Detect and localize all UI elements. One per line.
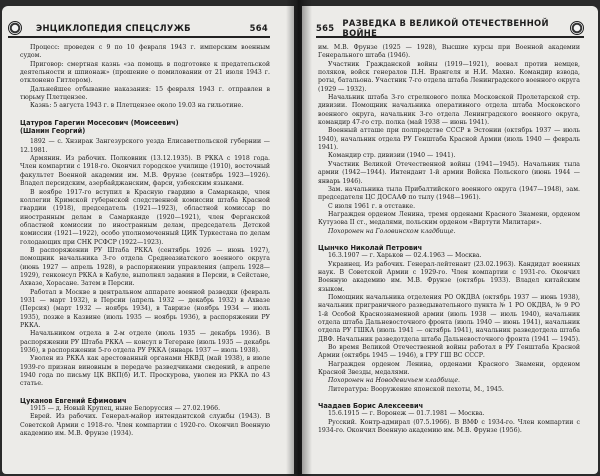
burial-note: Похоронен на Головинском кладбище. xyxy=(328,227,456,235)
paragraph: Уволен из РККА как арестованный органами НКВД (май 1938), в июле 1939-го признан виновным в передаче разведчиками сведений, в апреле 1940 года по письму ЦК ВКП(б) И.Т. Проскурова, уволен из РККА по 43 статье. xyxy=(20,355,270,388)
entry-subheading: (Шанин Георгий) xyxy=(20,127,86,136)
paragraph: В распоряжении РУ Штаба РККА (сентябрь 1926 — июнь 1927), помощник начальника 3-го отдела Среднеазиатского военного округа (июнь 1927 — апрель 1928), в распоряжении управления (апрель 1928—1929), генконсул РККА в Кабуле, выполнял задания в Персии, в Сейстане, Ахвазе, Хорасане. Затем в Персии. xyxy=(20,246,270,288)
entry-heading: Цуканов Евгений Ефимович xyxy=(20,396,127,405)
right-page xyxy=(302,6,598,474)
book-gutter-shadow xyxy=(286,0,312,476)
paragraph: Русский. Контр-адмирал (07.5.1966). В ВМФ с 1934-го. Член компартии с 1934-го. Окончил Военную академию им. М.В. Фрунзе (1956). xyxy=(318,418,580,435)
paragraph: Начальник штаба 3-го стрелкового полка Московской Пролетарской стр. дивизии. Помощник начальника оперативного отдела штаба Московского военного округа, начальник 3-го отдела Ленинградского военного округа, командир 47-го стр. полка (май 1938 — июнь 1941). xyxy=(318,94,580,127)
paragraph: Литература: Вооружение японской пехоты, М., 1945. xyxy=(328,385,504,393)
paragraph: Казнь: 5 августа 1943 г. в Плетцензее около 19.03 на гильотине. xyxy=(30,102,244,110)
right-page-body xyxy=(318,44,580,472)
paragraph: Еврей. Из рабочих. Генерал-майор интендантской службы (1943). В Советской Армии с 1918-го. Член компартии с 1920-го. Окончил Военную академию им. М.В. Фрунзе (1934). xyxy=(20,413,270,438)
paragraph: Зам. начальника тыла Прибалтийского военного округа (1947—1948), зам. председателя ЦС ДОСААФ по тылу (1948—1961). xyxy=(318,185,580,202)
entry-heading: Цатуров Гарегин Мосесович (Моисеевич) xyxy=(20,118,179,127)
paragraph: Помощник начальника отделения РО ОКДВА (октябрь 1937 — июнь 1938), начальник приграничного разведывательного пункта № 1 РО ОКДВА, № 9 РО 1-й Особой Краснознаменной армии (июль 1938 — июль 1940), начальник отдела штаба Дальневосточного фронта (июль 1940 — июнь 1941), начальник отдела РУ ГШКА (июль 1941 — октябрь 1941), начальник разведотдела штаба ДВФ. Начальник разведотдела штаба Дальневосточного фронта (1941 — 1945). xyxy=(318,293,580,343)
entry-heading: Цынчко Николай Петрович xyxy=(318,243,423,252)
paragraph: С июля 1961 г. в отставке. xyxy=(328,202,416,210)
entry-heading: Чаадаев Борис Алексеевич xyxy=(318,402,424,411)
paragraph: 1892 — с. Хнзирак Зангезурского уезда Елисаветпольской губернии — 12.1981. xyxy=(20,138,270,154)
paragraph: Начальником отдела в 2-м отделе (июль 1935 — декабрь 1936). В распоряжении РУ Штаба РККА — консул в Тегеране (июль 1935 — декабрь 1936), в распоряжении 5-го отдела РУ РККА (январь 1937 — июль 1938). xyxy=(20,330,270,355)
burial-note: Похоронен на Новодевичьем кладбище. xyxy=(328,377,460,385)
paragraph: 16.3.1907 — г. Харьков — 02.4.1963 — Москва. xyxy=(328,252,482,260)
page-number: 564 xyxy=(249,23,268,33)
paragraph: Участник Великой Отечественной войны (1941—1945). Начальник тыла армии (1942—1944). Интендант 1-й армии Войска Польского (июнь 1944 — январь 1946). xyxy=(318,160,580,185)
paragraph: Награжден орденом Ленина, тремя орденами Красного Знамени, орденом Кутузова II ст., медалями, польским орденом «Виртути Милитари». xyxy=(318,210,580,227)
left-page xyxy=(2,6,294,474)
right-page-header xyxy=(316,20,584,38)
paragraph: В ноябре 1917-го вступил в Красную гвардию в Самарканде, член коллегии Кримской губернской следственной комиссии штаба Красной гвардии (1918), председатель (1921—1923), областной комиссар по иностранным делам в Самарканде (1920—1921), член Ферганской областной комиссии по иностранным делам, председатель Детской комиссии (1921—1922), особо уполномоченный ЦИК Туркестана по делам голодающих при СНК РСФСР (1922—1923). xyxy=(20,188,270,246)
paragraph: Командир стр. дивизии (1940 — 1941). xyxy=(328,152,456,160)
emblem-icon xyxy=(8,21,22,35)
paragraph: Украинец. Из рабочих. Генерал-лейтенант (23.02.1963). Кандидат военных наук. В Советской Армии с 1929-го. Член компартии с 1931-го. Окончил Военную академию им. М.В. Фрунзе (октябрь 1933). Владел китайским языком. xyxy=(318,260,580,293)
page-number: 565 xyxy=(316,23,335,33)
paragraph: 1915 — д. Новый Крупец, ныне Белоруссия — 27.02.1966. xyxy=(30,405,221,413)
emblem-icon xyxy=(570,21,584,35)
left-page-body xyxy=(20,44,270,472)
paragraph: Работал в Москве в центральном аппарате военной разведки (февраль 1931 — март 1932), в Персии (апрель 1932 — декабрь 1932) в Ахвазе (Персия) (март 1932 — ноябрь 1934), в Тавризе (ноябрь 1934 — июль 1935), позже в Казвине (июль 1935 — ноябрь 1936), в распоряжении РУ РККА. xyxy=(20,288,270,329)
paragraph: Приговор: смертная казнь «за помощь в подготовке к предательской деятельности и шпионаж» (прошение о помиловании от 21 июля 1943 г. отклонено Гитлером). xyxy=(20,60,270,85)
paragraph: 15.6.1915 — г. Воронеж — 01.7.1981 — Москва. xyxy=(328,410,485,418)
paragraph: Во время Великой Отечественной войны работал в РУ Генштаба Красной Армии (октябрь 1945 — 1946), в ГРУ ГШ ВС СССР. xyxy=(318,344,580,360)
paragraph: Военный атташе при полпредстве СССР в Эстонии (октябрь 1937 — июль 1940), начальник отдела РУ Генштаба Красной Армии (июль 1940 — февраль 1941). xyxy=(318,127,580,152)
paragraph: Награжден орденом Ленина, орденами Красного Знамени, орденом Красной Звезды, медалями. xyxy=(318,360,580,377)
running-title: ЭНЦИКЛОПЕДИЯ СПЕЦСЛУЖБ xyxy=(36,23,191,33)
paragraph: Процесс: проведен с 9 по 10 февраля 1943 г. имперским военным судом. xyxy=(20,44,270,60)
paragraph: Дальнейшее отбывание наказания: 15 февраля 1943 г. отправлен в тюрьму Плетцензее. xyxy=(20,85,270,102)
paragraph: Армянин. Из рабочих. Полковник (13.12.1935). В РККА с 1918 года. Член компартии с 1918-го. Окончил городское училище (1910), восточный факультет Военной академии им. М.В. Фрунзе (сентябрь 1923—1926). Владел персидским, азербайджанским, фарси, узбекским языками. xyxy=(20,155,270,188)
left-page-header xyxy=(8,20,270,38)
paragraph: Участник Гражданской войны (1919—1921), воевал против немцев, поляков, войск генералов П.Н. Врангеля и Н.И. Махно. Командир взвода, роты, батальона. Участник 7-го отдела штаба Ленинградского военного округа (1929 — 1932). xyxy=(318,60,580,93)
running-title: РАЗВЕДКА В ВЕЛИКОЙ ОТЕЧЕСТВЕННОЙ ВОЙНЕ xyxy=(342,18,549,38)
paragraph: им. М.В. Фрунзе (1925 — 1928), Высшие курсы при Военной академии Генерального штаба (1946). xyxy=(318,44,580,60)
